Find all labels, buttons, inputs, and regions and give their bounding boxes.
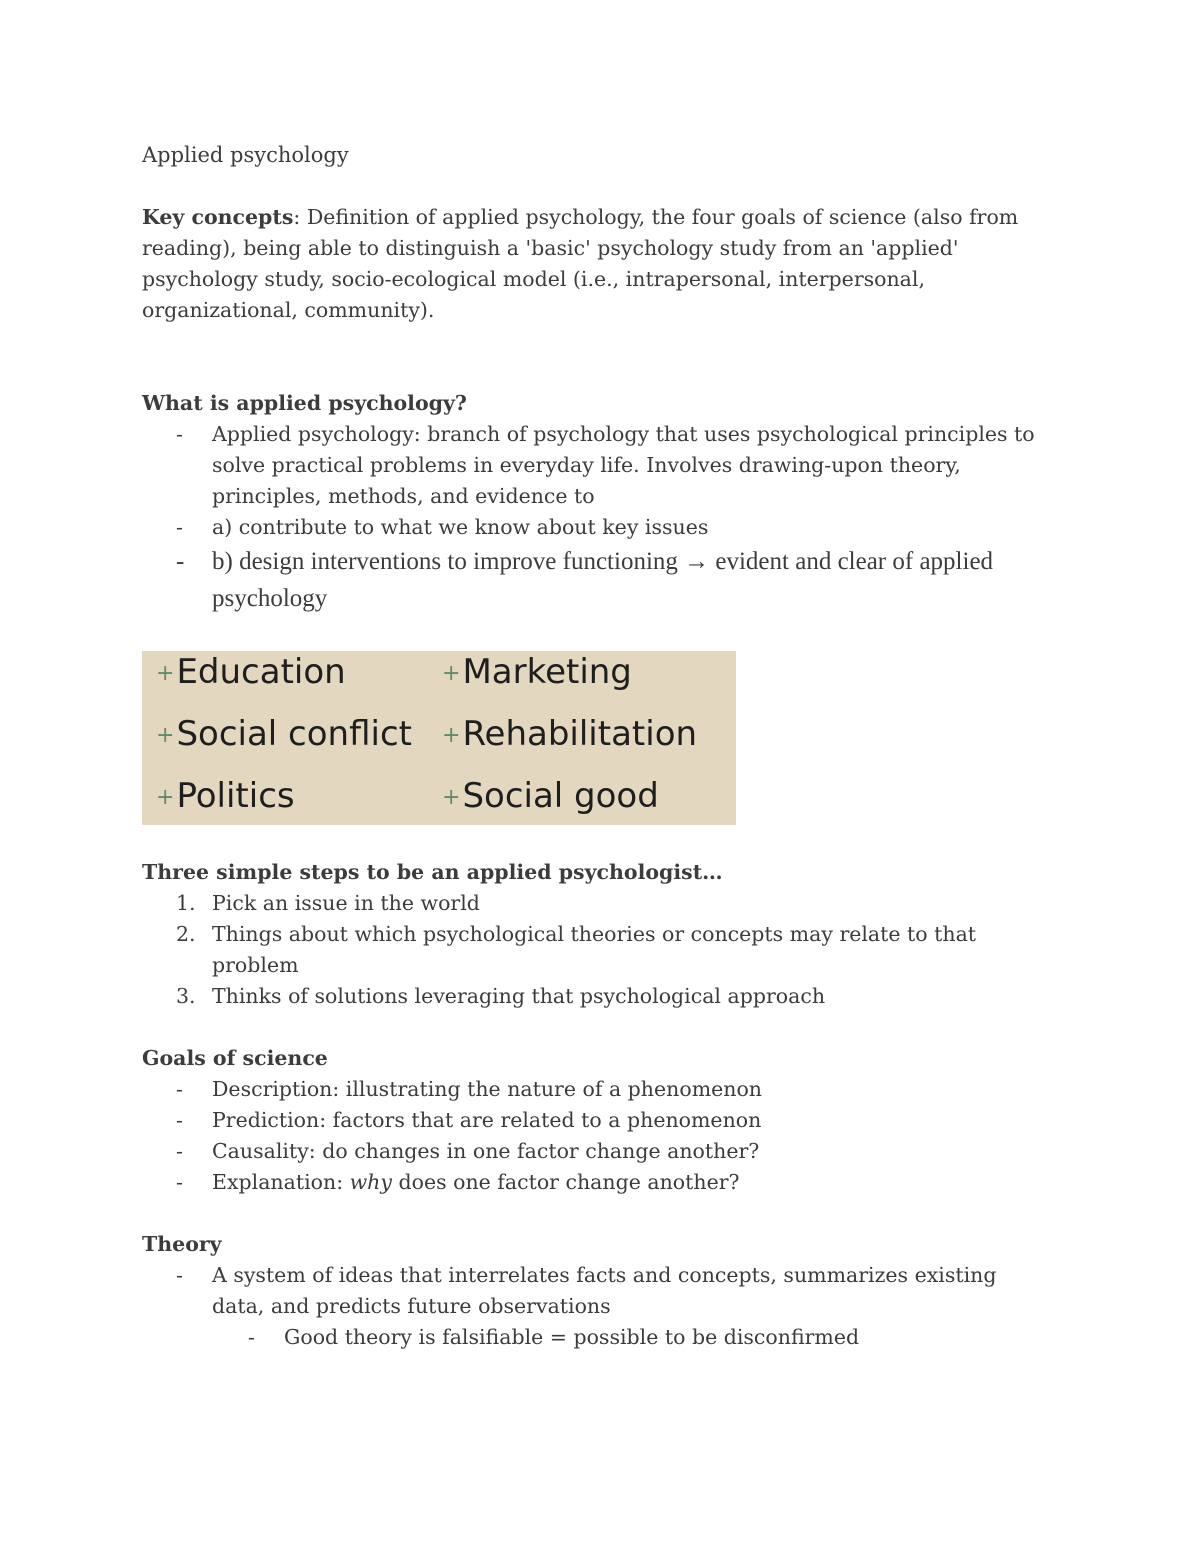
list-item-text: Pick an issue in the world [212,891,480,915]
theory-heading: Theory [142,1232,222,1256]
list-item [142,1260,1052,1322]
dash-marker: - [176,1139,183,1163]
list-item [142,888,1052,919]
list-item [142,512,1052,543]
dash-marker: - [176,1170,183,1194]
list-item [142,1136,1052,1167]
field-education: +Education [156,652,346,692]
field-marketing: +Marketing [442,652,632,692]
what-is-list [142,419,1052,617]
list-item-text: Good theory is falsifiable = possible to be disconfirmed [284,1325,860,1349]
list-item [142,1105,1052,1136]
field-rehabilitation: +Rehabilitation [442,714,698,754]
list-item [142,981,1052,1012]
steps-list [142,888,1052,1012]
list-item [142,1322,1052,1353]
key-concepts-text: : Definition of applied psychology, the four goals of science (also from reading), being able to distinguish a 'basic' psychology study from an 'applied' psychology study, socio-ecological model (i.e., intrapersonal, interpersonal, organizational, community). [142,205,1019,322]
dash-marker: - [176,1108,183,1132]
list-item-text: Things about which psychological theories or concepts may relate to that problem [212,922,977,977]
list-item-text: A system of ideas that interrelates facts and concepts, summarizes existing data, and predicts future observations [212,1263,997,1318]
goals-list [142,1074,1052,1198]
plus-icon: + [156,785,175,810]
explanation-suffix: does one factor change another? [391,1170,740,1194]
what-is-heading: What is applied psychology? [142,391,467,415]
theory-sublist [142,1322,1052,1353]
number-marker: 1. [176,891,196,915]
plus-icon: + [442,723,461,748]
dash-marker: - [176,515,183,539]
key-concepts-paragraph [142,202,1052,326]
dash-marker: - [176,422,183,446]
applied-fields-image [142,651,736,825]
list-item [142,1074,1052,1105]
list-item-text: a) contribute to what we know about key issues [212,515,709,539]
key-concepts-label: Key concepts [142,205,294,229]
list-item-text: Prediction: factors that are related to a phenomenon [212,1108,762,1132]
plus-icon: + [442,785,461,810]
list-item-text: Applied psychology: branch of psychology that uses psychological principles to solve practical problems in everyday life. Involves drawing-upon theory, principles, methods, and evidence to [212,422,1035,508]
list-item [142,919,1052,981]
field-social-good: +Social good [442,776,659,816]
list-item [142,419,1052,512]
number-marker: 3. [176,984,196,1008]
dash-marker: - [248,1325,255,1349]
steps-heading: Three simple steps to be an applied psychologist… [142,860,723,884]
dash-marker: - [176,1263,183,1287]
plus-icon: + [156,661,175,686]
list-item [142,1167,1052,1198]
theory-list [142,1260,1052,1322]
field-social-conflict: +Social conflict [156,714,412,754]
plus-icon: + [442,661,461,686]
explanation-prefix: Explanation: [212,1170,350,1194]
plus-icon: + [156,723,175,748]
field-politics: +Politics [156,776,295,816]
goals-heading: Goals of science [142,1046,328,1070]
explanation-emphasis: why [349,1170,392,1194]
list-item-text: Causality: do changes in one factor change another? [212,1139,760,1163]
document-page [142,140,1052,1353]
list-item [142,543,1052,617]
list-item-text: Thinks of solutions leveraging that psychological approach [212,984,826,1008]
dash-marker: - [176,548,185,575]
list-item-text: b) design interventions to improve functioning → evident and clear of applied psychology [212,548,994,612]
number-marker: 2. [176,922,196,946]
dash-marker: - [176,1077,183,1101]
list-item-text: Description: illustrating the nature of a phenomenon [212,1077,763,1101]
document-title: Applied psychology [142,143,349,167]
